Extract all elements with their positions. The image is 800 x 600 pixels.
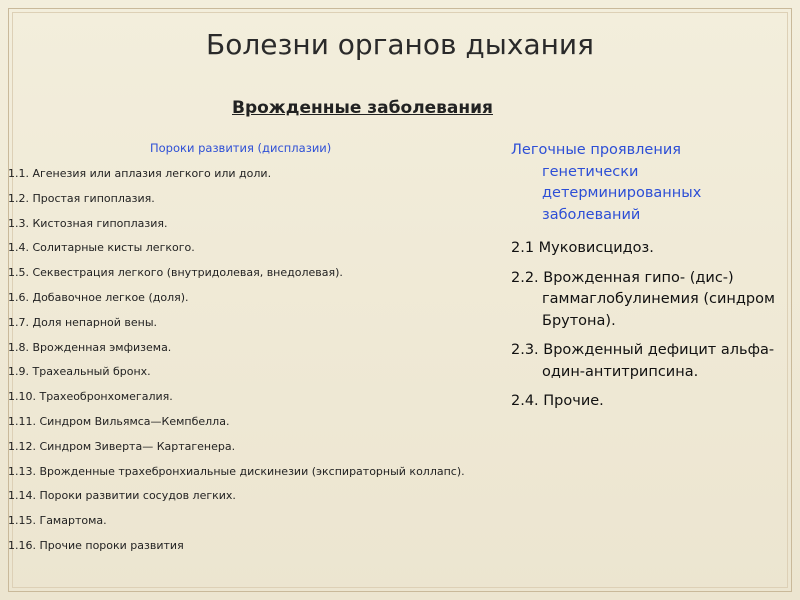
right-column-heading: Легочные проявления генетически детерминированных заболеваний xyxy=(511,142,702,223)
list-item: 1.15. Гамартома. xyxy=(8,514,107,528)
genetic-diseases-column xyxy=(511,140,781,421)
malformations-list xyxy=(8,162,498,559)
list-item: 2.2. Врожденная гипо- (дис-) гаммаглобулинемия (синдром Брутона). xyxy=(511,269,775,329)
list-item: 1.11. Синдром Вильямса—Кемпбелла. xyxy=(8,414,230,428)
section-subtitle: Врожденные заболевания xyxy=(232,98,493,118)
list-item: 1.13. Врожденные трахебронхиальные дискинезии (экспираторный коллапс). xyxy=(8,464,465,478)
slide-title: Болезни органов дыхания xyxy=(206,28,594,61)
list-item: 1.1. Агенезия или аплазия легкого или доли. xyxy=(8,167,272,180)
left-column-heading: Пороки развития (дисплазии) xyxy=(150,141,332,155)
list-item: 1.10. Трахеобронхомегалия. xyxy=(8,390,173,404)
list-item: 1.5. Секвестрация легкого (внутридолевая, внедолевая). xyxy=(8,266,343,280)
list-item: 1.2. Простая гипоплазия. xyxy=(8,191,155,205)
list-item: 2.3. Врожденный дефицит альфа-один-антитрипсина. xyxy=(511,342,775,380)
list-item: 1.12. Синдром Зиверта— Картагенера. xyxy=(8,439,236,453)
list-item: 1.14. Пороки развитии сосудов легких. xyxy=(8,489,236,503)
list-item: 2.4. Прочие. xyxy=(511,393,604,409)
list-item: 1.9. Трахеальный бронх. xyxy=(8,365,151,379)
list-item: 1.7. Доля непарной вены. xyxy=(8,315,158,329)
list-item: 1.4. Солитарные кисты легкого. xyxy=(8,241,195,255)
list-item: 1.16. Прочие пороки развития xyxy=(8,538,184,552)
list-item: 1.6. Добавочное легкое (доля). xyxy=(8,290,189,304)
list-item: 1.3. Кистозная гипоплазия. xyxy=(8,216,168,230)
list-item: 1.8. Врожденная эмфизема. xyxy=(8,340,172,354)
list-item: 2.1 Муковисцидоз. xyxy=(511,240,654,256)
